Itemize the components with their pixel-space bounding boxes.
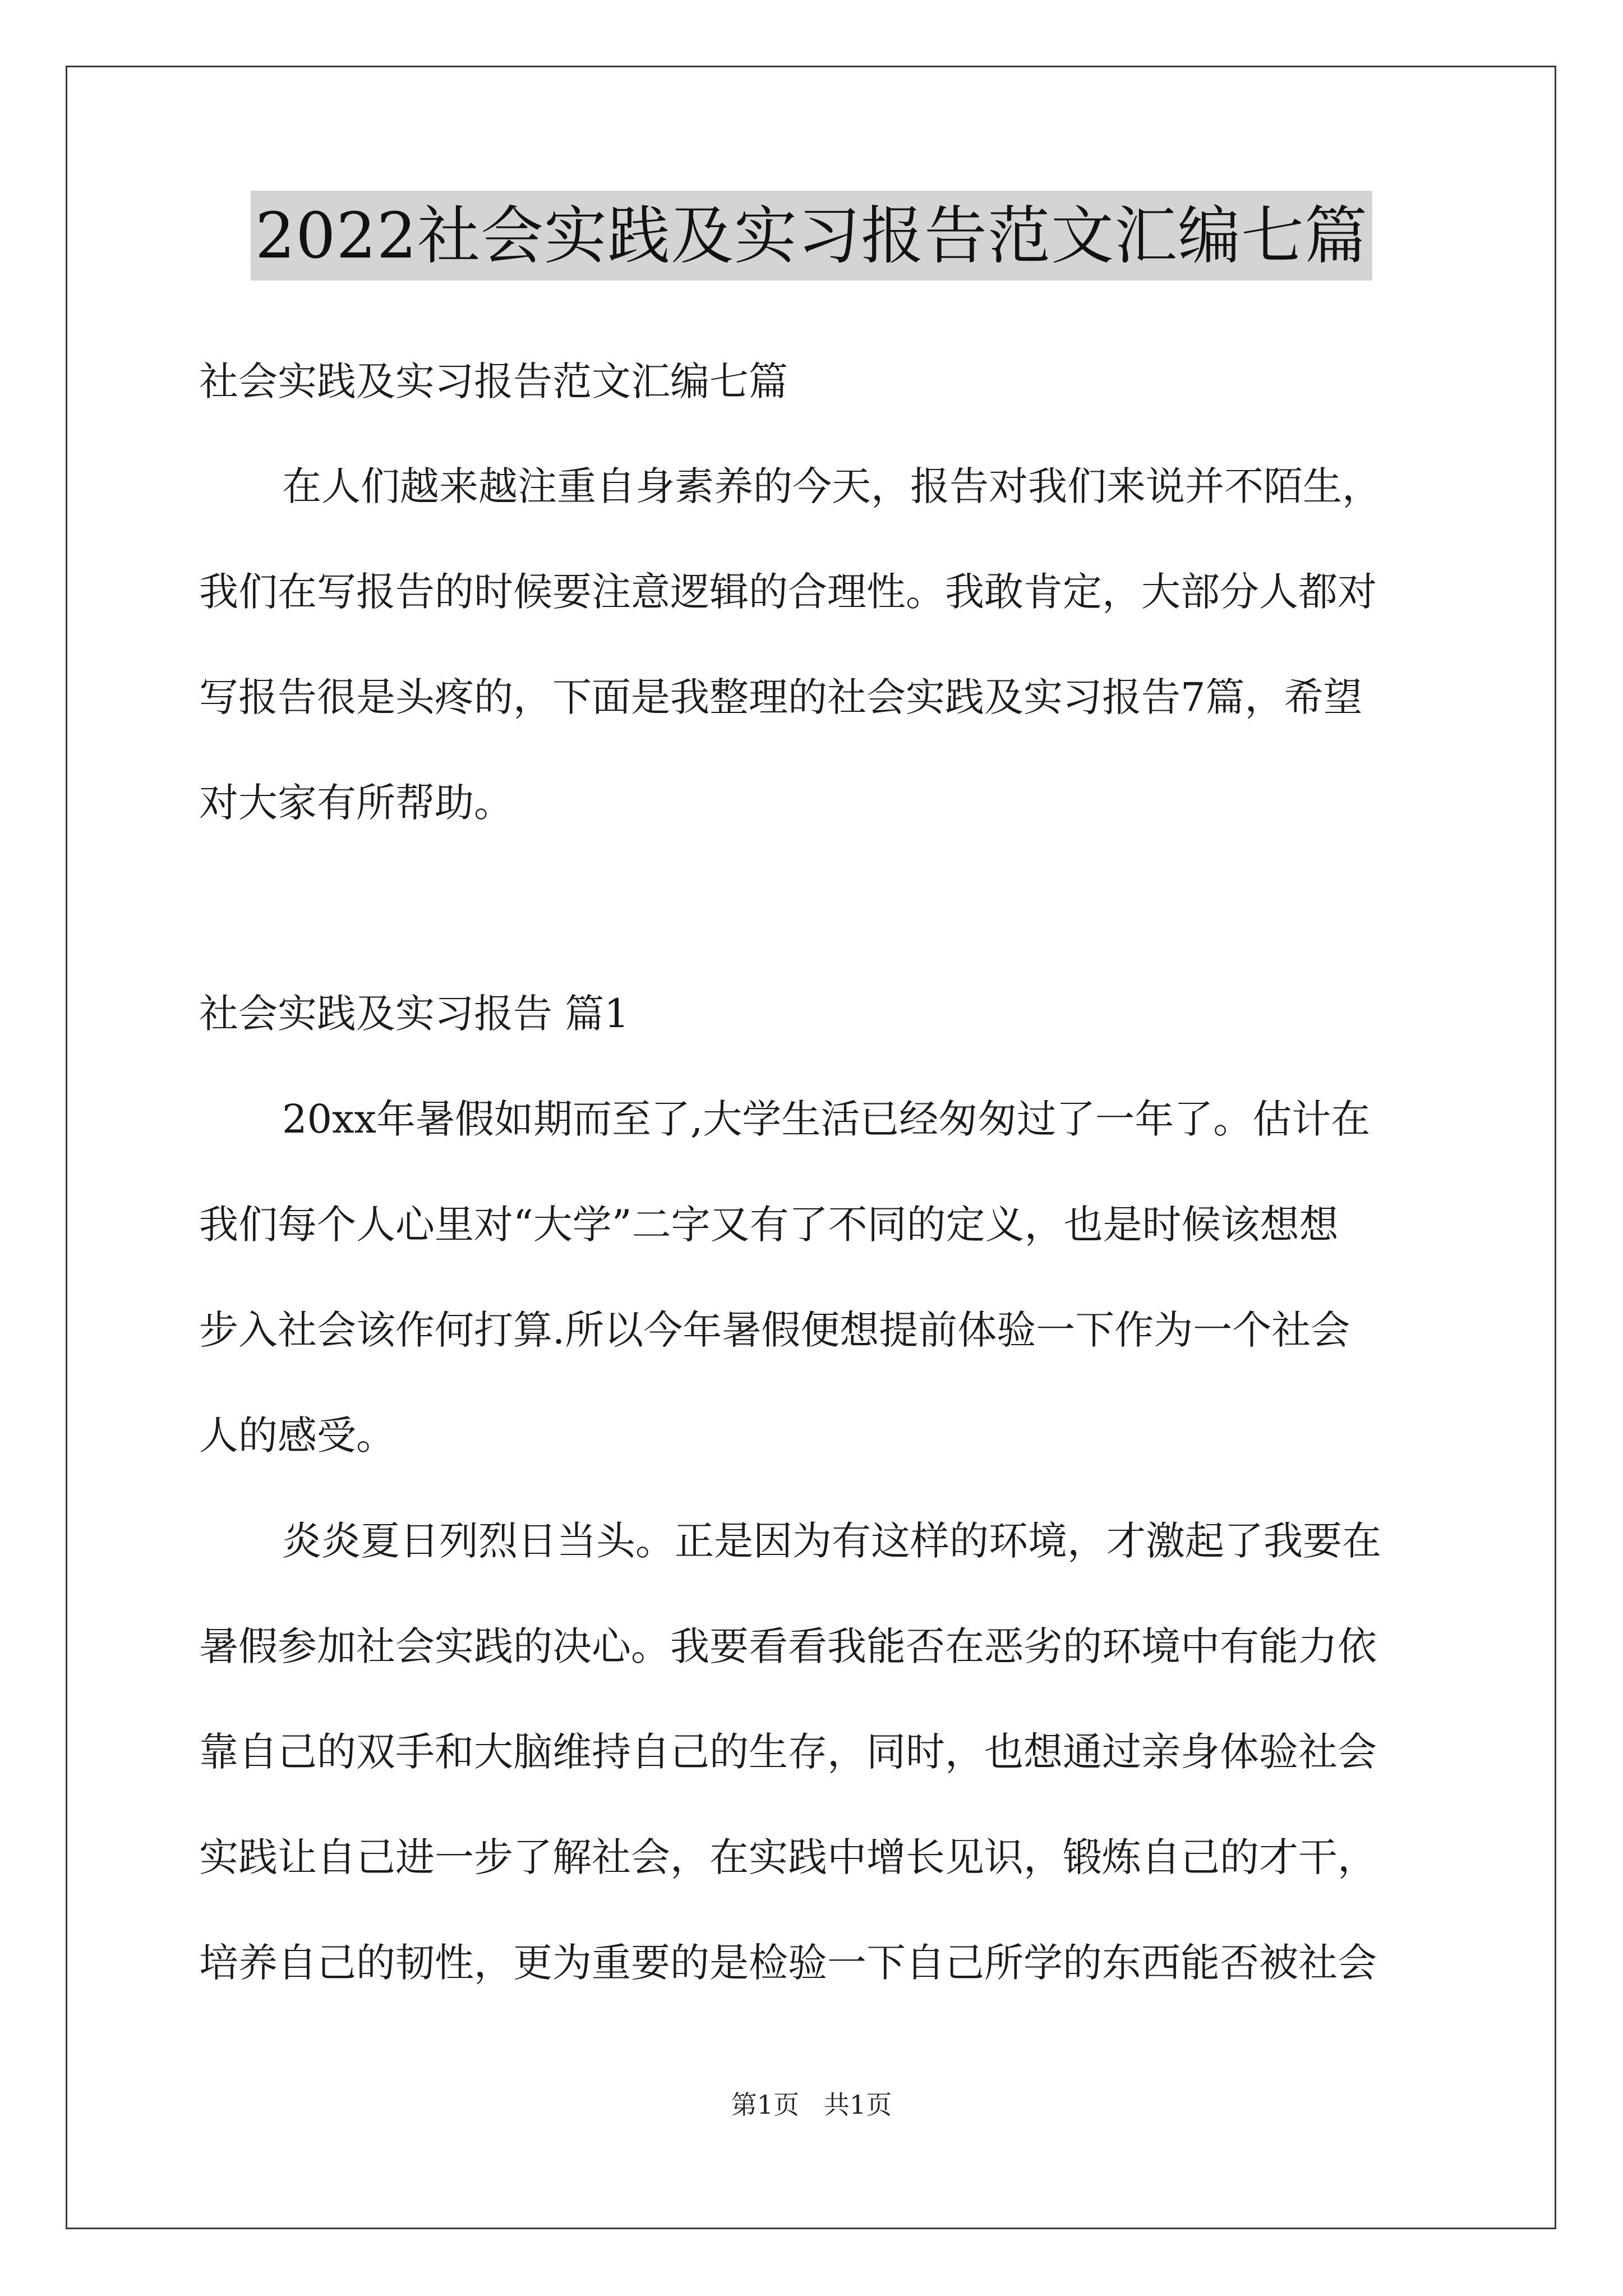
document-title: 2022社会实践及实习报告范文汇编七篇 [251, 191, 1372, 280]
para1-line: 我们每个人心里对“大学”二字又有了不同的定义，也是时候该想想 [199, 1202, 1339, 1248]
para2-line: 培养自己的韧性，更为重要的是检验一下自己所学的东西能否被社会 [199, 1940, 1377, 1986]
intro-line: 我们在写报告的时候要注意逻辑的合理性。我敢肯定，大部分人都对 [199, 569, 1377, 615]
para2-line: 炎炎夏日列烈日当头。正是因为有这样的环境，才激起了我要在 [282, 1518, 1381, 1564]
para2-line: 实践让自己进一步了解社会，在实践中增长见识，锻炼自己的才干， [199, 1834, 1377, 1880]
intro-line: 写报告很是头疼的，下面是我整理的社会实践及实习报告7篇，希望 [199, 674, 1363, 720]
para2-line: 暑假参加社会实践的决心。我要看看我能否在恶劣的环境中有能力依 [199, 1623, 1377, 1669]
para1-line: 人的感受。 [199, 1412, 395, 1458]
page-footer: 第1页 共1页 [731, 2090, 892, 2120]
intro-line: 在人们越来越注重自身素养的今天，报告对我们来说并不陌生， [282, 463, 1381, 509]
section-heading: 社会实践及实习报告 篇1 [199, 991, 629, 1037]
subtitle: 社会实践及实习报告范文汇编七篇 [199, 358, 788, 404]
para1-line: 20xx年暑假如期而至了,大学生活已经匆匆过了一年了。估计在 [282, 1096, 1371, 1142]
para1-line: 步入社会该作何打算.所以今年暑假便想提前体验一下作为一个社会 [199, 1307, 1350, 1353]
intro-line: 对大家有所帮助。 [199, 780, 513, 826]
para2-line: 靠自己的双手和大脑维持自己的生存，同时，也想通过亲身体验社会 [199, 1729, 1377, 1775]
title-wrap [0, 191, 1623, 280]
